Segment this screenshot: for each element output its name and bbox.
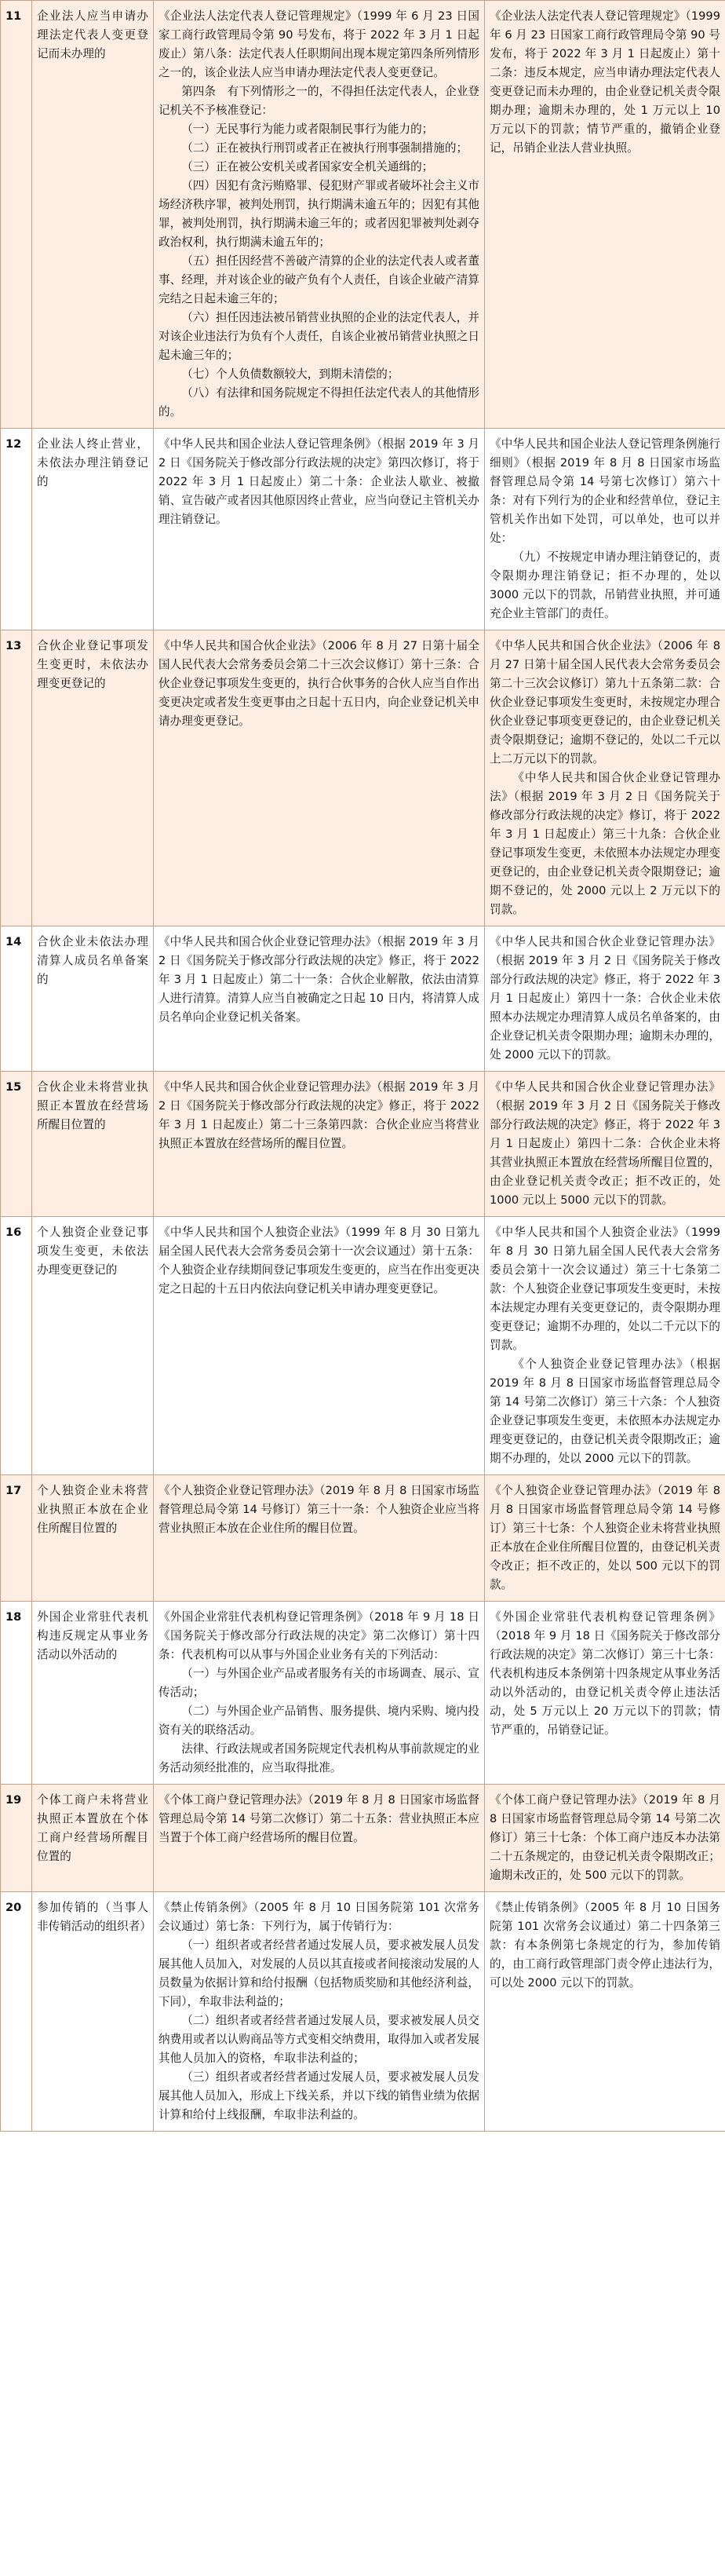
legal-basis-paragraph: （二）与外国企业产品销售、服务提供、境内采购、境内投资有关的联络活动。 — [158, 1705, 479, 1737]
table-row — [1, 429, 725, 630]
penalty-basis — [485, 1072, 725, 1217]
penalty-paragraph: 《中华人民共和国合伙企业登记管理办法》（根据 2019 年 3 月 2 日《国务院关于修改部分行政法规的决定》修正，将于 2022 年 3 月 1 日起废止）第四十二条：合伙企业未将其营业执照正本置放在经营场所醒目位置的，由企业登记机关责令改正；拒不改正的，处 1000 元以上 5000 元以下的罚款。 — [490, 1080, 720, 1207]
table-row — [1, 1785, 725, 1892]
legal-basis-paragraph: 《中华人民共和国个人独资企业法》（1999 年 8 月 30 日第九届全国人民代表大会常务委员会第十一次会议通过）第十五条：个人独资企业存续期间登记事项发生变更的，应当在作出变更决定之日起的十五日内依法向登记机关申请办理变更登记。 — [158, 1226, 479, 1295]
violation-name: 个体工商户未将营业执照正本置放在个体工商户经营场所醒目位置的 — [32, 1785, 154, 1892]
penalty-paragraph: 《中华人民共和国合伙企业登记管理办法》（根据 2019 年 3 月 2 日《国务院关于修改部分行政法规的决定》修正，将于 2022 年 3 月 1 日起废止）第四十一条：合伙企业未依照本办法规定办理清算人成员名单备案的，由企业登记机关责令限期办理；逾期未办理的，处 2000 元以下的罚款。 — [490, 935, 720, 1061]
legal-basis-paragraph: （三）正在被公安机关或者国家安全机关通缉的； — [181, 160, 434, 174]
row-number: 17 — [1, 1475, 32, 1602]
legal-basis — [154, 630, 485, 926]
table-row — [1, 1892, 725, 2132]
legal-basis — [154, 1785, 485, 1892]
penalty-paragraph: 《个人独资企业登记管理办法》（2019 年 8 月 8 日国家市场监督管理总局令第 14 号修订）第三十七条：个人独资企业未将营业执照正本放在企业住所醒目位置的，由登记机关责令改正；拒不改正的，处以 500 元以下的罚款。 — [490, 1484, 720, 1591]
legal-basis-paragraph: （三）组织者或者经营者通过发展人员，要求被发展人员发展其他人员加入，形成上下线关系，并以下线的销售业绩为依据计算和给付上线报酬，牟取非法利益的。 — [158, 2070, 479, 2121]
legal-basis-paragraph: 《禁止传销条例》（2005 年 8 月 10 日国务院第 101 次常务会议通过）第七条：下列行为，属于传销行为： — [158, 1901, 479, 1933]
table-row — [1, 1072, 725, 1217]
legal-basis — [154, 1072, 485, 1217]
row-number: 18 — [1, 1602, 32, 1785]
penalty-basis — [485, 429, 725, 630]
table-row — [1, 1, 725, 429]
legal-basis-paragraph: （一）无民事行为能力或者限制民事行为能力的； — [181, 122, 434, 136]
legal-basis — [154, 1217, 485, 1475]
violation-name: 外国企业常驻代表机构违反规定从事业务活动以外活动的 — [32, 1602, 154, 1785]
legal-basis-paragraph: 《中华人民共和国合伙企业法》（2006 年 8 月 27 日第十届全国人民代表大会常务委员会第二十三次会议修订）第十三条：合伙企业登记事项发生变更的，执行合伙事务的合伙人应当自作出变更决定或者发生变更事由之日起十五日内，向企业登记机关申请办理变更登记。 — [158, 639, 479, 728]
penalty-paragraph: 《个体工商户登记管理办法》（2019 年 8 月 8 日国家市场监督管理总局令第 14 号第二次修订）第三十七条：个体工商户违反本办法第二十五条规定的，由登记机关责令限期改正；逾期未改正的，处 500 元以下的罚款。 — [490, 1793, 720, 1882]
legal-basis — [154, 1, 485, 429]
penalty-paragraph: 《中华人民共和国合伙企业登记管理办法》（根据 2019 年 3 月 2 日《国务院关于修改部分行政法规的决定》修订，将于 2022 年 3 月 1 日起废止）第三十九条：合伙企业登记事项发生变更，未依照本办法规定办理变更登记的，由企业登记机关责令限期登记；逾期不登记的，处 2000 元以上 2 万元以下的罚款。 — [490, 771, 720, 916]
penalty-paragraph: 《中华人民共和国个人独资企业法》（1999 年 8 月 30 日第九届全国人民代表大会常务委员会第十一次会议通过）第三十七条第二款：个人独资企业登记事项发生变更时，未按本法规定办理有关变更登记的，责令限期办理变更登记；逾期不办理的，处以二千元以下的罚款。 — [490, 1226, 720, 1352]
row-number: 13 — [1, 630, 32, 926]
row-number: 14 — [1, 926, 32, 1072]
table-row — [1, 1475, 725, 1602]
table-row — [1, 1602, 725, 1785]
penalty-paragraph: 《中华人民共和国合伙企业法》（2006 年 8 月 27 日第十届全国人民代表大会常务委员会第二十三次会议修订）第九十五条第二款：合伙企业登记事项发生变更时，未按规定办理合伙企业登记事项变更登记的，由企业登记机关责令限期登记；逾期不登记的，处以二千元以上二万元以下的罚款。 — [490, 639, 720, 765]
penalty-basis — [485, 1892, 725, 2132]
row-number: 19 — [1, 1785, 32, 1892]
legal-basis — [154, 1475, 485, 1602]
table-row — [1, 630, 725, 926]
penalty-basis — [485, 1602, 725, 1785]
row-number: 20 — [1, 1892, 32, 2132]
legal-basis-paragraph: （二）正在被执行刑罚或者正在被执行刑事强制措施的； — [181, 141, 468, 155]
violation-name: 企业法人应当申请办理法定代表人变更登记而未办理的 — [32, 1, 154, 429]
legal-basis-paragraph: （一）组织者或者经营者通过发展人员，要求被发展人员发展其他人员加入，对发展的人员以其直接或者间接滚动发展的人员数量为依据计算和给付报酬（包括物质奖励和其他经济利益，下同），牟取非法利益的； — [158, 1938, 479, 2008]
violation-name: 参加传销的（当事人非传销活动的组织者） — [32, 1892, 154, 2132]
legal-basis-paragraph: （五）担任因经营不善破产清算的企业的法定代表人或者董事、经理，并对该企业的破产负有个人责任，自该企业破产清算完结之日起未逾三年的； — [158, 254, 479, 305]
legal-basis-paragraph: （二）组织者或者经营者通过发展人员，要求被发展人员交纳费用或者以认购商品等方式变相交纳费用，取得加入或者发展其他人员加入的资格，牟取非法利益的； — [158, 2014, 479, 2065]
penalty-basis — [485, 1785, 725, 1892]
violation-name: 企业法人终止营业，未依法办理注销登记的 — [32, 429, 154, 630]
legal-basis-paragraph: （七）个人负债数额较大，到期未清偿的； — [181, 367, 399, 381]
legal-basis-paragraph: 《个人独资企业登记管理办法》（2019 年 8 月 8 日国家市场监督管理总局令第 14 号修订）第三十一条：个人独资企业应当将营业执照正本放在企业住所的醒目位置。 — [158, 1484, 479, 1535]
legal-basis-paragraph: 第四条 有下列情形之一的，不得担任法定代表人，企业登记机关不予核准登记： — [158, 85, 479, 117]
violation-name: 合伙企业登记事项发生变更时，未依法办理变更登记的 — [32, 630, 154, 926]
row-number: 15 — [1, 1072, 32, 1217]
legal-basis-paragraph: 《中华人民共和国合伙企业登记管理办法》（根据 2019 年 3 月 2 日《国务院关于修改部分行政法规的决定》修正，将于 2022 年 3 月 1 日起废止）第二十三条第四款：合伙企业应当将营业执照正本置放在经营场所的醒目位置。 — [158, 1080, 479, 1150]
legal-basis-paragraph: 《中华人民共和国企业法人登记管理条例》（根据 2019 年 3 月 2 日《国务院关于修改部分行政法规的决定》第四次修订，将于 2022 年 3 月 1 日起废止）第二十条：企业法人歇业、被撤销、宣告破产或者因其他原因终止营业，应当向登记主管机关办理注销登记。 — [158, 437, 479, 526]
legal-basis-paragraph: 《个体工商户登记管理办法》（2019 年 8 月 8 日国家市场监督管理总局令第 14 号第二次修订）第二十五条：营业执照正本应当置于个体工商户经营场所的醒目位置。 — [158, 1793, 479, 1844]
legal-basis-paragraph: （四）因犯有贪污贿赂罪、侵犯财产罪或者破坏社会主义市场经济秩序罪，被判处刑罚，执行期满未逾五年的；因犯有其他罪，被判处刑罚，执行期满未逾三年的；或者因犯罪被判处剥夺政治权利，执行期满未逾五年的； — [158, 179, 479, 249]
legal-basis — [154, 1892, 485, 2132]
row-number: 16 — [1, 1217, 32, 1475]
penalty-basis — [485, 1, 725, 429]
penalty-basis — [485, 1217, 725, 1475]
violation-name: 个人独资企业未将营业执照正本放在企业住所醒目位置的 — [32, 1475, 154, 1602]
legal-basis-paragraph: （一）与外国企业产品或者服务有关的市场调查、展示、宣传活动； — [158, 1667, 479, 1699]
row-number: 12 — [1, 429, 32, 630]
legal-basis-paragraph: 《企业法人法定代表人登记管理规定》（1999 年 6 月 23 日国家工商行政管理局令第 90 号发布，将于 2022 年 3 月 1 日起废止）第八条：法定代表人任职期间出现本规定第四条所列情形之一的，该企业法人应当申请办理法定代表人变更登记。 — [158, 9, 479, 79]
penalty-basis — [485, 1475, 725, 1602]
violation-name: 个人独资企业登记事项发生变更，未依法办理变更登记的 — [32, 1217, 154, 1475]
penalty-paragraph: （九）不按规定申请办理注销登记的，责令限期办理注销登记；拒不办理的，处以 3000 元以下的罚款，吊销营业执照，并可通充企业主管部门的责任。 — [490, 550, 720, 620]
penalty-paragraph: 《个人独资企业登记管理办法》（根据 2019 年 8 月 8 日国家市场监督管理总局令第 14 号第二次修订）第三十六条：个人独资企业登记事项发生变更，未依照本办法规定办理变更登记的，由登记机关责令限期改正；逾期不办理的，处以 2000 元以下的罚款。 — [490, 1357, 720, 1465]
legal-basis-paragraph: 《外国企业常驻代表机构登记管理条例》（2018 年 9 月 18 日《国务院关于修改部分行政法规的决定》第二次修订）第十四条：代表机构可以从事与外国企业业务有关的下列活动： — [158, 1610, 479, 1661]
table-row — [1, 1217, 725, 1475]
penalty-paragraph: 《外国企业常驻代表机构登记管理条例》（2018 年 9 月 18 日《国务院关于修改部分行政法规的决定》第二次修订）第三十七条：代表机构违反本条例第十四条规定从事业务活动以外活动的，由登记机关责令停止违法活动，处 5 万元以上 20 万元以下的罚款；情节严重的，吊销登记证。 — [490, 1610, 720, 1737]
legal-basis-paragraph: （八）有法律和国务院规定不得担任法定代表人的其他情形的。 — [158, 386, 479, 418]
row-number: 11 — [1, 1, 32, 429]
penalty-paragraph: 《企业法人法定代表人登记管理规定》（1999 年 6 月 23 日国家工商行政管理局令第 90 号发布，将于 2022 年 3 月 1 日起废止）第十二条：违反本规定，应当申请办理法定代表人变更登记而未办理的，由企业登记机关责令限期办理；逾期未办理的，处 1 万元以上 10 万元以下的罚款；情节严重的，撤销企业登记，吊销企业法人营业执照。 — [490, 9, 720, 155]
legal-basis-paragraph: 《中华人民共和国合伙企业登记管理办法》（根据 2019 年 3 月 2 日《国务院关于修改部分行政法规的决定》修正，将于 2022 年 3 月 1 日起废止）第二十一条：合伙企业解散，依法由清算人进行清算。清算人应当自被确定之日起 10 日内，将清算人成员名单向企业登记机关备案。 — [158, 935, 479, 1024]
legal-basis — [154, 926, 485, 1072]
legal-basis — [154, 1602, 485, 1785]
violation-name: 合伙企业未将营业执照正本置放在经营场所醒目位置的 — [32, 1072, 154, 1217]
legal-basis — [154, 429, 485, 630]
table-row — [1, 926, 725, 1072]
penalty-basis — [485, 926, 725, 1072]
penalty-paragraph: 《禁止传销条例》（2005 年 8 月 10 日国务院第 101 次常务会议通过）第二十四条第三款：有本条例第七条规定的行为，参加传销的，由工商行政管理部门责令停止违法行为，可以处 2000 元以下的罚款。 — [490, 1901, 720, 1990]
penalty-basis — [485, 630, 725, 926]
legal-basis-paragraph: 法律、行政法规或者国务院规定代表机构从事前款规定的业务活动须经批准的，应当取得批准。 — [158, 1742, 479, 1774]
penalty-paragraph: 《中华人民共和国企业法人登记管理条例施行细则》（根据 2019 年 8 月 8 日国家市场监督管理总局令第 14 号第七次修订）第六十条：对有下列行为的企业和经营单位，登记主管机关作出如下处罚，可以单处，也可以并处： — [490, 437, 720, 545]
violation-name: 合伙企业未依法办理清算人成员名单备案的 — [32, 926, 154, 1072]
legal-basis-paragraph: （六）担任因违法被吊销营业执照的企业的法定代表人，并对该企业违法行为负有个人责任，自该企业被吊销营业执照之日起未逾三年的； — [158, 311, 479, 362]
